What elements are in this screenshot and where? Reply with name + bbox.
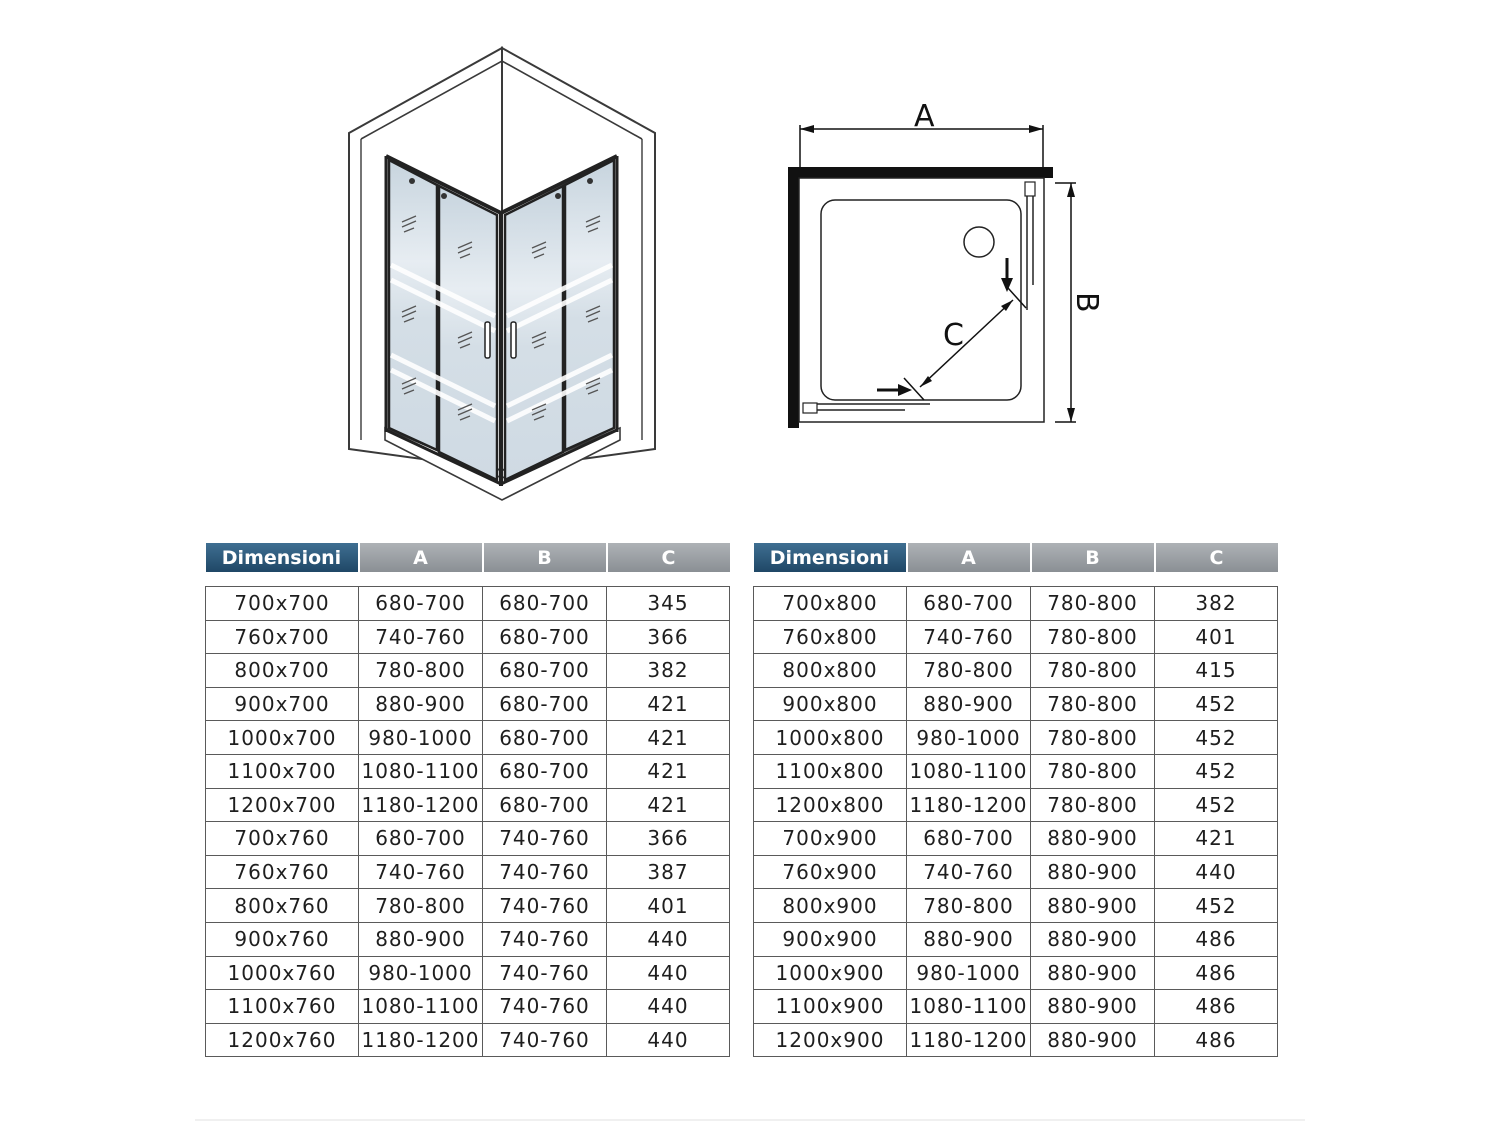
cell-dimensioni: 700x700 [206,587,359,621]
table-row [754,855,1278,889]
cell-c: 345 [607,587,730,621]
cell-dimensioni: 900x700 [206,687,359,721]
cell-b: 880-900 [1031,956,1155,990]
header-c: C [1155,543,1278,572]
cell-a: 1180-1200 [907,1023,1031,1057]
cell-dimensioni: 900x760 [206,922,359,956]
cell-a: 1080-1100 [907,990,1031,1024]
cell-a: 780-800 [359,889,483,923]
shower-enclosure-drawing [349,48,655,500]
cell-dimensioni: 1000x800 [754,721,907,755]
cell-c: 452 [1155,754,1278,788]
table-row [206,990,730,1024]
cell-dimensioni: 1100x800 [754,754,907,788]
cell-b: 780-800 [1031,721,1155,755]
table-body [206,572,730,1057]
cell-a: 740-760 [907,620,1031,654]
cell-b: 680-700 [483,587,607,621]
cell-a: 680-700 [907,822,1031,856]
cell-c: 421 [607,788,730,822]
cell-dimensioni: 1100x700 [206,754,359,788]
cell-c: 440 [607,922,730,956]
cell-a: 780-800 [907,889,1031,923]
table-row [754,721,1278,755]
cell-c: 366 [607,620,730,654]
plan-view-drawing [788,99,1104,428]
dimension-b-label: B [1069,292,1104,313]
product-diagrams [0,0,1500,530]
cell-dimensioni: 800x700 [206,654,359,688]
table-row [206,1023,730,1057]
table-row [206,956,730,990]
cell-b: 780-800 [1031,754,1155,788]
cell-b: 680-700 [483,721,607,755]
table-row [754,956,1278,990]
cell-c: 382 [607,654,730,688]
cell-dimensioni: 1000x760 [206,956,359,990]
left-glass-panel-outer [389,160,437,450]
table-row [206,922,730,956]
cell-a: 740-760 [907,855,1031,889]
cell-dimensioni: 1100x900 [754,990,907,1024]
cell-c: 401 [1155,620,1278,654]
table-row [754,687,1278,721]
header-b: B [1031,543,1155,572]
cell-c: 452 [1155,788,1278,822]
cell-a: 880-900 [359,922,483,956]
cell-dimensioni: 900x900 [754,922,907,956]
header-a: A [907,543,1031,572]
plan-tray-basin [821,200,1021,400]
cell-dimensioni: 800x800 [754,654,907,688]
table-row [754,788,1278,822]
cell-a: 1180-1200 [359,1023,483,1057]
cell-a: 980-1000 [907,956,1031,990]
table-row [754,754,1278,788]
cell-dimensioni: 700x760 [206,822,359,856]
table-row [206,687,730,721]
table-row [754,620,1278,654]
cell-c: 440 [607,1023,730,1057]
cell-c: 421 [607,687,730,721]
table-row [754,1023,1278,1057]
cell-c: 452 [1155,721,1278,755]
cell-dimensioni: 1100x760 [206,990,359,1024]
cell-b: 880-900 [1031,822,1155,856]
cell-c: 415 [1155,654,1278,688]
table-row [206,855,730,889]
cell-dimensioni: 760x800 [754,620,907,654]
header-dimensioni: Dimensioni [754,543,907,572]
cell-a: 1080-1100 [359,990,483,1024]
cell-c: 382 [1155,587,1278,621]
cell-a: 880-900 [359,687,483,721]
cell-a: 1180-1200 [359,788,483,822]
cell-dimensioni: 900x800 [754,687,907,721]
cell-b: 880-900 [1031,990,1155,1024]
cell-a: 880-900 [907,687,1031,721]
right-glass-panel-outer [565,160,614,450]
table-row [206,822,730,856]
cell-b: 680-700 [483,788,607,822]
table-header-row [754,543,1278,572]
cell-b: 780-800 [1031,687,1155,721]
cell-a: 880-900 [907,922,1031,956]
cell-b: 680-700 [483,654,607,688]
plan-back-wall [788,167,1053,178]
table-row [206,620,730,654]
cell-c: 421 [607,754,730,788]
cell-a: 740-760 [359,620,483,654]
cell-b: 880-900 [1031,1023,1155,1057]
table-row [206,754,730,788]
cell-b: 680-700 [483,754,607,788]
cell-a: 980-1000 [359,956,483,990]
header-c: C [607,543,730,572]
cell-b: 740-760 [483,922,607,956]
cell-c: 440 [607,990,730,1024]
table-row [206,788,730,822]
cell-b: 880-900 [1031,855,1155,889]
cell-c: 486 [1155,990,1278,1024]
cell-c: 440 [607,956,730,990]
table-body [754,572,1278,1057]
cell-a: 980-1000 [359,721,483,755]
cell-a: 680-700 [359,822,483,856]
table-row [754,822,1278,856]
bottom-divider [195,1119,1305,1121]
cell-dimensioni: 1000x700 [206,721,359,755]
cell-c: 486 [1155,1023,1278,1057]
cell-dimensioni: 800x900 [754,889,907,923]
cell-dimensioni: 800x760 [206,889,359,923]
cell-a: 780-800 [359,654,483,688]
cell-b: 740-760 [483,1023,607,1057]
cell-c: 452 [1155,687,1278,721]
table-row [206,889,730,923]
cell-c: 452 [1155,889,1278,923]
cell-dimensioni: 1000x900 [754,956,907,990]
table-row [206,654,730,688]
cell-b: 880-900 [1031,922,1155,956]
cell-dimensioni: 700x900 [754,822,907,856]
left-door-handle [485,322,490,358]
cell-dimensioni: 700x800 [754,587,907,621]
cell-dimensioni: 1200x760 [206,1023,359,1057]
cell-dimensioni: 1200x800 [754,788,907,822]
table-row [754,889,1278,923]
cell-c: 366 [607,822,730,856]
dimensions-table-left [205,543,730,1057]
table-row [206,721,730,755]
header-a: A [359,543,483,572]
table-row [754,990,1278,1024]
cell-b: 740-760 [483,956,607,990]
cell-dimensioni: 1200x700 [206,788,359,822]
plan-side-wall [788,167,799,428]
cell-b: 780-800 [1031,587,1155,621]
cell-a: 680-700 [907,587,1031,621]
cell-dimensioni: 760x760 [206,855,359,889]
cell-b: 780-800 [1031,788,1155,822]
cell-dimensioni: 760x700 [206,620,359,654]
table-header-row [206,543,730,572]
cell-b: 680-700 [483,687,607,721]
table-row [754,587,1278,621]
dimensions-table-right [753,543,1278,1057]
table-row [206,587,730,621]
cell-b: 740-760 [483,889,607,923]
dimension-c-label: C [943,318,964,353]
cell-b: 740-760 [483,822,607,856]
cell-b: 780-800 [1031,620,1155,654]
cell-a: 980-1000 [907,721,1031,755]
table-row [754,654,1278,688]
right-door-handle [511,322,516,358]
dimension-a-label: A [914,99,935,134]
cell-b: 740-760 [483,990,607,1024]
cell-b: 740-760 [483,855,607,889]
cell-b: 780-800 [1031,654,1155,688]
cell-a: 780-800 [907,654,1031,688]
cell-c: 421 [607,721,730,755]
header-b: B [483,543,607,572]
table-row [754,922,1278,956]
cell-a: 680-700 [359,587,483,621]
cell-a: 740-760 [359,855,483,889]
header-dimensioni: Dimensioni [206,543,359,572]
cell-a: 1080-1100 [359,754,483,788]
cell-dimensioni: 1200x900 [754,1023,907,1057]
cell-c: 421 [1155,822,1278,856]
cell-b: 880-900 [1031,889,1155,923]
cell-c: 486 [1155,956,1278,990]
cell-c: 387 [607,855,730,889]
cell-c: 486 [1155,922,1278,956]
drain-icon [964,227,994,257]
cell-c: 401 [607,889,730,923]
cell-c: 440 [1155,855,1278,889]
cell-a: 1080-1100 [907,754,1031,788]
cell-dimensioni: 760x900 [754,855,907,889]
cell-b: 680-700 [483,620,607,654]
cell-a: 1180-1200 [907,788,1031,822]
